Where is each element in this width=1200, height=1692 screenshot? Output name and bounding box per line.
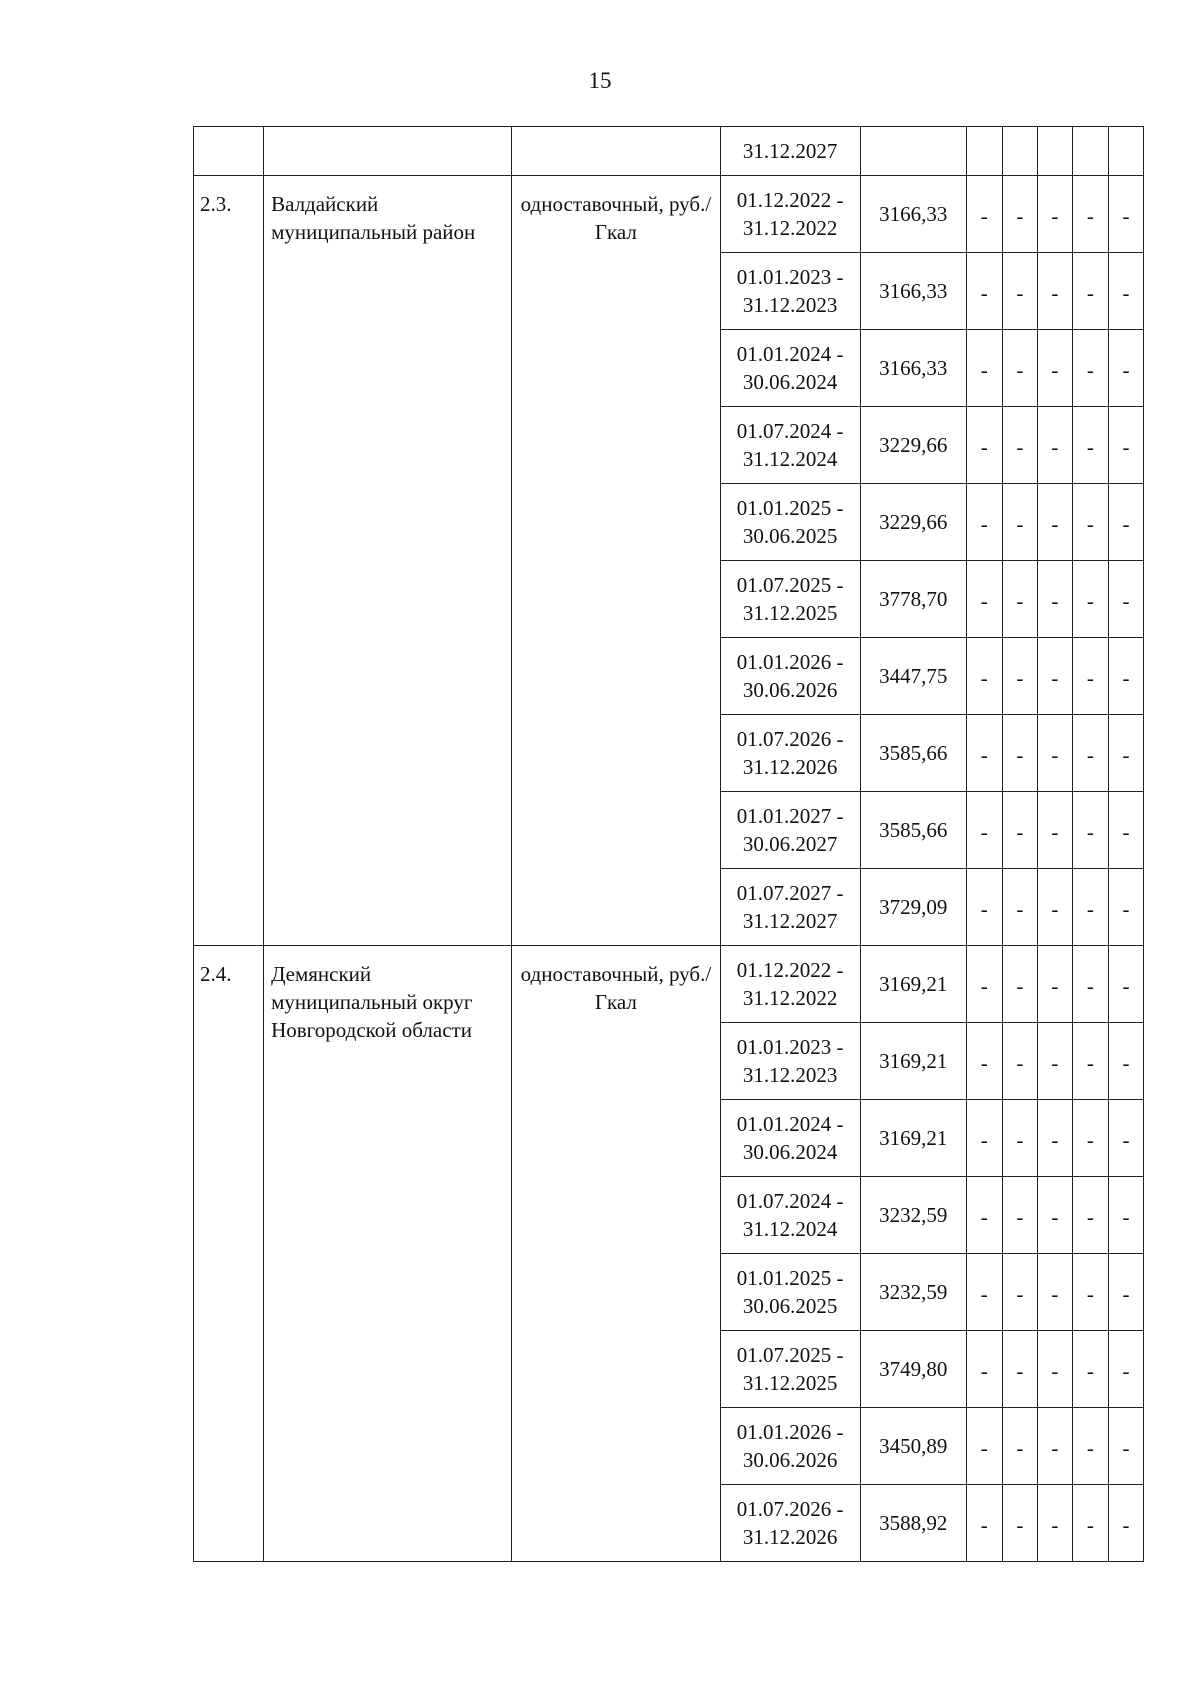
- dash-cell: -: [966, 176, 1002, 253]
- period-cell: [720, 1177, 860, 1254]
- dash-cell: -: [966, 792, 1002, 869]
- dash-cell: -: [966, 1408, 1002, 1485]
- tariff-table: [193, 126, 1144, 1562]
- value-cell: [860, 127, 966, 176]
- table-row: [194, 176, 1144, 253]
- period-end: 30.06.2026: [742, 678, 838, 702]
- period-start: 01.12.2022 -: [736, 958, 844, 982]
- dash-cell: -: [1037, 253, 1072, 330]
- dash-cell: -: [1108, 1408, 1143, 1485]
- period-end: 31.12.2027: [742, 909, 838, 933]
- dash-cell: -: [1072, 253, 1108, 330]
- period-cell: [720, 869, 860, 946]
- period-cell: [720, 176, 860, 253]
- dash-cell: -: [1072, 407, 1108, 484]
- dash-cell: -: [1072, 484, 1108, 561]
- period-start: 01.01.2025 -: [736, 496, 844, 520]
- tariff-value: 3588,92: [860, 1485, 966, 1562]
- tariff-type: одноставочный, руб./Гкал: [512, 176, 720, 946]
- period-cell: [720, 330, 860, 407]
- dash-cell: -: [1108, 407, 1143, 484]
- dash-cell: -: [966, 1177, 1002, 1254]
- period-cell: [720, 715, 860, 792]
- period-end: 31.12.2025: [742, 601, 838, 625]
- period-start: 01.01.2026 -: [736, 1420, 844, 1444]
- tariff-type-cell: [512, 127, 720, 176]
- period-start: 01.12.2022 -: [736, 188, 844, 212]
- period-end: 31.12.2024: [742, 1217, 838, 1241]
- tariff-value: 3729,09: [860, 869, 966, 946]
- dash-cell: -: [1037, 1485, 1072, 1562]
- dash-cell: -: [966, 1023, 1002, 1100]
- period-start: 01.07.2025 -: [736, 573, 844, 597]
- dash-cell: -: [1072, 1023, 1108, 1100]
- period-start: 01.01.2024 -: [736, 342, 844, 366]
- period-cell: 31.12.2027: [720, 127, 860, 176]
- name-cell: [264, 127, 512, 176]
- tariff-value: 3778,70: [860, 561, 966, 638]
- period-start: 01.01.2023 -: [736, 265, 844, 289]
- period-end: 30.06.2025: [742, 524, 838, 548]
- empty-cell: [1108, 127, 1143, 176]
- dash-cell: -: [966, 1100, 1002, 1177]
- period-start: 01.01.2027 -: [736, 804, 844, 828]
- dash-cell: -: [1108, 1023, 1143, 1100]
- dash-cell: -: [1108, 1485, 1143, 1562]
- dash-cell: -: [1037, 1254, 1072, 1331]
- period-cell: [720, 1485, 860, 1562]
- dash-cell: -: [1037, 715, 1072, 792]
- period-start: 01.07.2027 -: [736, 881, 844, 905]
- dash-cell: -: [1037, 1331, 1072, 1408]
- dash-cell: -: [1037, 407, 1072, 484]
- period-cell: [720, 638, 860, 715]
- dash-cell: -: [1072, 176, 1108, 253]
- dash-cell: -: [1002, 1023, 1037, 1100]
- dash-cell: -: [1072, 1177, 1108, 1254]
- dash-cell: -: [1108, 561, 1143, 638]
- dash-cell: -: [1108, 715, 1143, 792]
- period-end: 30.06.2024: [742, 1140, 838, 1164]
- dash-cell: -: [1108, 869, 1143, 946]
- tariff-type: одноставочный, руб./Гкал: [512, 946, 720, 1562]
- period-start: 01.01.2024 -: [736, 1112, 844, 1136]
- dash-cell: -: [966, 1485, 1002, 1562]
- dash-cell: -: [1002, 1100, 1037, 1177]
- section-number: 2.4.: [194, 946, 264, 1562]
- dash-cell: -: [966, 1331, 1002, 1408]
- dash-cell: -: [966, 330, 1002, 407]
- period-start: 01.07.2024 -: [736, 1189, 844, 1213]
- dash-cell: -: [1037, 330, 1072, 407]
- municipality-name: Демянский муниципальный округ Новгородской области: [264, 946, 512, 1562]
- dash-cell: -: [1037, 638, 1072, 715]
- tariff-value: 3169,21: [860, 1023, 966, 1100]
- dash-cell: -: [1108, 1254, 1143, 1331]
- dash-cell: -: [1002, 1331, 1037, 1408]
- empty-cell: [1002, 127, 1037, 176]
- empty-cell: [1072, 127, 1108, 176]
- tariff-value: 3229,66: [860, 484, 966, 561]
- dash-cell: -: [1108, 638, 1143, 715]
- period-start: 01.07.2026 -: [736, 727, 844, 751]
- number-cell: [194, 127, 264, 176]
- dash-cell: -: [1037, 1023, 1072, 1100]
- dash-cell: -: [1037, 484, 1072, 561]
- dash-cell: -: [1037, 1408, 1072, 1485]
- dash-cell: -: [1002, 176, 1037, 253]
- period-cell: [720, 1100, 860, 1177]
- dash-cell: -: [966, 638, 1002, 715]
- dash-cell: -: [1002, 792, 1037, 869]
- tariff-value: 3232,59: [860, 1254, 966, 1331]
- period-cell: [720, 484, 860, 561]
- period-cell: [720, 1408, 860, 1485]
- dash-cell: -: [1002, 330, 1037, 407]
- period-cell: [720, 946, 860, 1023]
- dash-cell: -: [1108, 1331, 1143, 1408]
- dash-cell: -: [1072, 1408, 1108, 1485]
- tariff-value: 3166,33: [860, 330, 966, 407]
- period-cell: [720, 253, 860, 330]
- tariff-value: 3585,66: [860, 792, 966, 869]
- dash-cell: -: [1072, 561, 1108, 638]
- dash-cell: -: [1037, 946, 1072, 1023]
- period-cell: [720, 792, 860, 869]
- dash-cell: -: [1002, 715, 1037, 792]
- dash-cell: -: [1108, 253, 1143, 330]
- dash-cell: -: [966, 561, 1002, 638]
- dash-cell: -: [1002, 1408, 1037, 1485]
- dash-cell: -: [1002, 561, 1037, 638]
- tariff-value: 3232,59: [860, 1177, 966, 1254]
- period-end: 31.12.2022: [742, 216, 838, 240]
- period-cell: [720, 1331, 860, 1408]
- dash-cell: -: [1072, 792, 1108, 869]
- dash-cell: -: [1108, 176, 1143, 253]
- dash-cell: -: [966, 715, 1002, 792]
- tariff-value: 3229,66: [860, 407, 966, 484]
- dash-cell: -: [1108, 484, 1143, 561]
- period-end: 31.12.2022: [742, 986, 838, 1010]
- tariff-value: 3749,80: [860, 1331, 966, 1408]
- period-cell: [720, 407, 860, 484]
- dash-cell: -: [1002, 1254, 1037, 1331]
- dash-cell: -: [1108, 946, 1143, 1023]
- period-end: 30.06.2027: [742, 832, 838, 856]
- period-end: 30.06.2025: [742, 1294, 838, 1318]
- period-end: 31.12.2023: [742, 293, 838, 317]
- dash-cell: -: [1002, 1485, 1037, 1562]
- dash-cell: -: [966, 946, 1002, 1023]
- dash-cell: -: [1002, 869, 1037, 946]
- dash-cell: -: [966, 869, 1002, 946]
- section-number: 2.3.: [194, 176, 264, 946]
- empty-cell: [1037, 127, 1072, 176]
- dash-cell: -: [1002, 484, 1037, 561]
- page-number: 15: [588, 68, 612, 93]
- dash-cell: -: [1037, 1177, 1072, 1254]
- dash-cell: -: [1037, 176, 1072, 253]
- dash-cell: -: [966, 484, 1002, 561]
- period-start: 01.01.2026 -: [736, 650, 844, 674]
- tariff-body: [194, 127, 1144, 1562]
- period-end: 31.12.2026: [742, 1525, 838, 1549]
- dash-cell: -: [1072, 1331, 1108, 1408]
- dash-cell: -: [966, 1254, 1002, 1331]
- dash-cell: -: [1002, 1177, 1037, 1254]
- period-end: 31.12.2025: [742, 1371, 838, 1395]
- tariff-value: 3169,21: [860, 1100, 966, 1177]
- dash-cell: -: [966, 407, 1002, 484]
- period-end: 31.12.2026: [742, 755, 838, 779]
- table-row: [194, 946, 1144, 1023]
- dash-cell: -: [1072, 715, 1108, 792]
- dash-cell: -: [1072, 1485, 1108, 1562]
- period-end: 31.12.2024: [742, 447, 838, 471]
- tariff-value: 3169,21: [860, 946, 966, 1023]
- period-start: 01.01.2023 -: [736, 1035, 844, 1059]
- dash-cell: -: [1072, 946, 1108, 1023]
- dash-cell: -: [1037, 1100, 1072, 1177]
- empty-cell: [966, 127, 1002, 176]
- period-start: 01.07.2026 -: [736, 1497, 844, 1521]
- period-cell: [720, 561, 860, 638]
- tariff-value: 3166,33: [860, 176, 966, 253]
- period-end: 30.06.2024: [742, 370, 838, 394]
- dash-cell: -: [1072, 1100, 1108, 1177]
- tariff-value: 3447,75: [860, 638, 966, 715]
- period-start: 01.01.2025 -: [736, 1266, 844, 1290]
- dash-cell: -: [1002, 946, 1037, 1023]
- dash-cell: -: [1072, 1254, 1108, 1331]
- dash-cell: -: [1037, 869, 1072, 946]
- dash-cell: -: [1108, 1177, 1143, 1254]
- period-start: 01.07.2025 -: [736, 1343, 844, 1367]
- dash-cell: -: [1072, 869, 1108, 946]
- period-start: 01.07.2024 -: [736, 419, 844, 443]
- dash-cell: -: [1002, 407, 1037, 484]
- period-end: 31.12.2023: [742, 1063, 838, 1087]
- continuation-row: [194, 127, 1144, 176]
- dash-cell: -: [966, 253, 1002, 330]
- dash-cell: -: [1108, 792, 1143, 869]
- period-cell: [720, 1254, 860, 1331]
- tariff-value: 3585,66: [860, 715, 966, 792]
- dash-cell: -: [1037, 792, 1072, 869]
- tariff-value: 3166,33: [860, 253, 966, 330]
- dash-cell: -: [1002, 253, 1037, 330]
- dash-cell: -: [1002, 638, 1037, 715]
- dash-cell: -: [1108, 1100, 1143, 1177]
- tariff-value: 3450,89: [860, 1408, 966, 1485]
- dash-cell: -: [1072, 638, 1108, 715]
- dash-cell: -: [1072, 330, 1108, 407]
- period-cell: [720, 1023, 860, 1100]
- dash-cell: -: [1037, 561, 1072, 638]
- municipality-name: Валдайский муниципальный район: [264, 176, 512, 946]
- period-end: 30.06.2026: [742, 1448, 838, 1472]
- dash-cell: -: [1108, 330, 1143, 407]
